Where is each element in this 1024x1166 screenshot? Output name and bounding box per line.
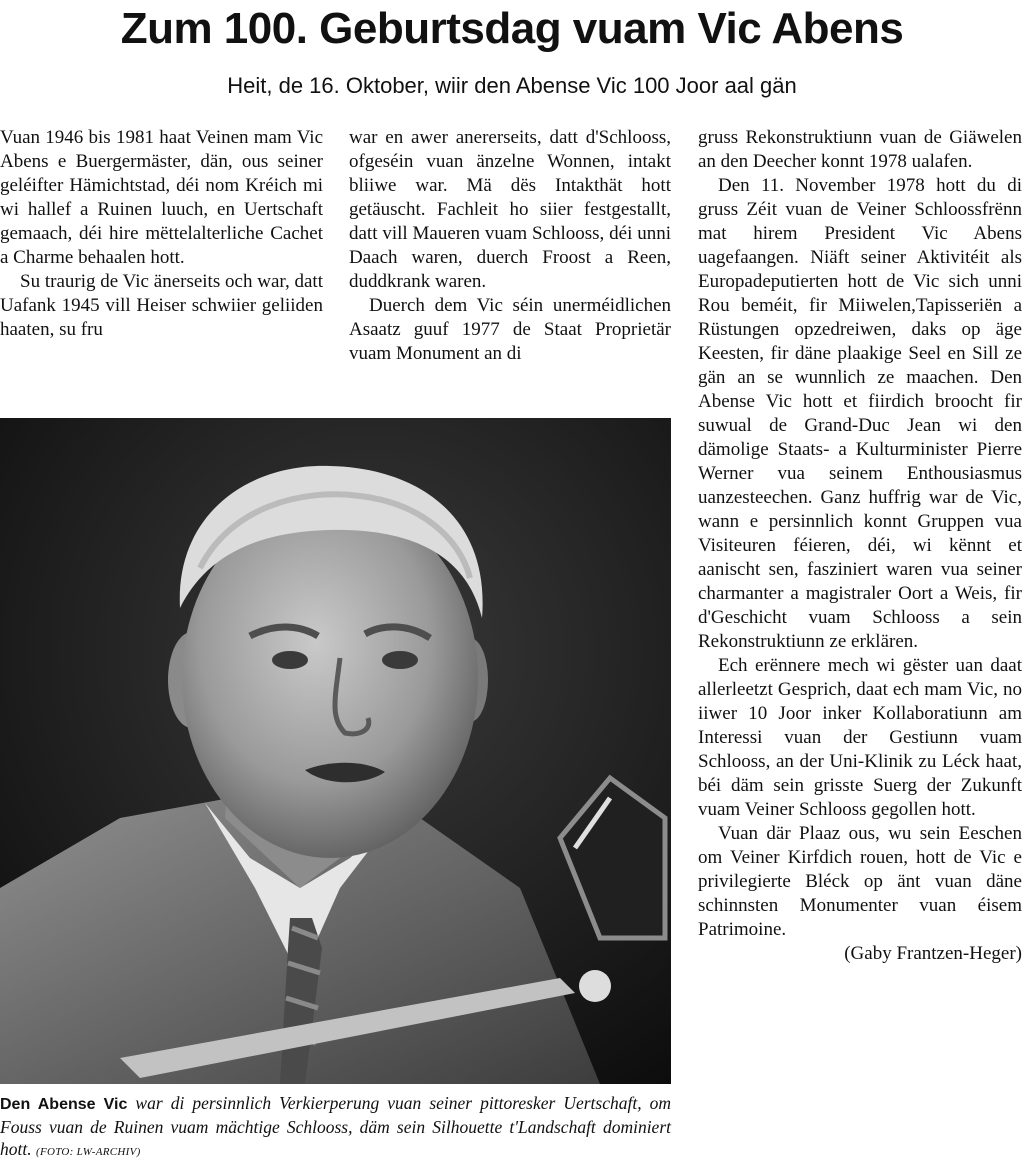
article-headline: Zum 100. Geburtsdag vuam Vic Abens	[120, 4, 904, 53]
caption-lead: Den Abense Vic	[0, 1096, 128, 1113]
article-column-1	[0, 126, 323, 342]
paragraph: Vuan där Plaaz ous, wu sein Eeschen om Veiner Kirfdich rouen, hott de Vic e privilegierte Bléck op änt vuan däne schinnsten Monumenter vuan éisem Patrimoine.	[698, 823, 1022, 940]
paragraph: Den 11. November 1978 hott du di gruss Zéit vuan de Veiner Schloossfrënn mat hirem President Vic Abens uagefaangen. Niäft seiner Aktivitéit als Europadeputierten hott de Vic sich unni Rou beméit, fir Miiwelen,Tapisseriën a Rüstungen opzedreiwen, daks op äge Keesten, fir däne plaakige Seel en Sill ze gän an se wunnlich ze maachen. Den Abense Vic hott et fiirdich broocht fir suwual de Grand-Duc Jean wi den dämolige Staats- a Kulturminister Pierre Werner vua seinem Enthousiasmus uanzesteechen. Ganz huffrig war de Vic, wann e persinnlich konnt Gruppen vua Visiteuren féieren, déi, wi kënnt et aanischt sen, fasziniert waren vua seiner charmanter a magistraler Oort a Weis, fir d'Geschicht vuam Schlooss a sein Rekonstruktiunn ze erklären.	[698, 175, 1022, 652]
author-signature-line	[698, 942, 1022, 966]
paragraph: Ech erënnere mech wi gëster uan daat allerleetzt Gesprich, daat ech mam Vic, no iiwer 10 Joor inker Kollaboratiunn am Interessi vuan der Gestiunn vuam Schlooss, an der Uni-Klinik zu Léck haat, béi däm sein grisste Suerg der Zukunft vuam Veiner Schlooss gegollen hott.	[698, 655, 1022, 820]
article-column-2	[349, 126, 671, 366]
paragraph: Su traurig de Vic änerseits och war, datt Uafank 1945 vill Heiser schwiier geliiden haaten, su fru	[0, 271, 323, 340]
paragraph: Duerch dem Vic séin unerméidlichen Asaatz guuf 1977 de Staat Proprietär vuam Monument an di	[349, 295, 671, 364]
paragraph: gruss Rekonstruktiunn vuan de Giäwelen an den Deecher konnt 1978 ualafen.	[698, 127, 1022, 172]
author-signature: (Gaby Frantzen-Heger)	[844, 943, 1022, 964]
portrait-photo-illustration	[0, 418, 671, 1084]
photo-credit: (FOTO: LW-ARCHIV)	[35, 1146, 141, 1158]
photo-caption	[0, 1092, 671, 1163]
article-column-3	[698, 126, 1022, 966]
portrait-photo	[0, 418, 671, 1084]
caption-text: war di persinnlich Verkierperung vuan seiner pittoresker Uertschaft, om Fouss vuan de Ruinen vuam mächtige Schlooss, däm sein Silhouette t'Landschaft dominiert hott.	[0, 1093, 672, 1159]
paragraph: Vuan 1946 bis 1981 haat Veinen mam Vic Abens e Buergermäster, dän, ous seiner geléifter Hämichtstad, déi nom Kréich mi wi hallef a Ruinen luuch, en Uertschaft gemaach, déi hire mëttelalterliche Cachet a Charme behaalen hott.	[0, 127, 323, 268]
paragraph: war en awer anererseits, datt d'Schlooss, ofgeséin vuan änzelne Wonnen, intakt bliiwe war. Mä dës Intakthät hott getäuscht. Fachleit ho siier festgestallt, datt vill Maueren vuam Schlooss, déi unni Daach waren, duerch Froost a Reen, duddkrank waren.	[349, 127, 671, 292]
article-subheadline: Heit, de 16. Oktober, wiir den Abense Vic 100 Joor aal gän	[227, 73, 797, 98]
